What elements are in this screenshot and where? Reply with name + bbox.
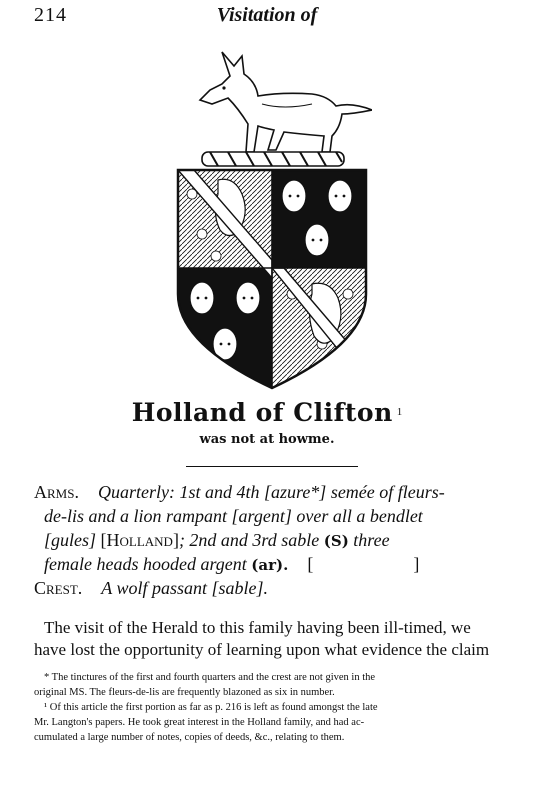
divider-rule bbox=[186, 466, 358, 467]
shield-icon bbox=[172, 164, 372, 392]
family-subtitle: was not at howme. bbox=[199, 432, 335, 447]
blazon-line bbox=[34, 552, 524, 576]
arms-label: Arms. bbox=[34, 482, 79, 502]
family-heading bbox=[0, 398, 534, 427]
footnote-line: * The tinctures of the first and fourth quarters and the crest are not given in the bbox=[44, 672, 376, 683]
body-line: The visit of the Herald to this family having been ill-timed, we bbox=[44, 618, 471, 637]
footnote-line: cumulated a large number of notes, copies of deeds, &c., relating to them. bbox=[34, 732, 345, 743]
blank-bracket-open: [ bbox=[307, 554, 314, 574]
blazon-family-name: [Holland] bbox=[100, 530, 179, 550]
blank-bracket-close: ] bbox=[413, 554, 420, 574]
blazon-text: 1st and 4th bbox=[179, 482, 260, 502]
blazon-text: three bbox=[353, 530, 390, 550]
footnote-marker: 1 bbox=[396, 405, 403, 418]
blazon-text: de-lis and a lion rampant bbox=[44, 506, 227, 526]
body-paragraph bbox=[34, 617, 524, 661]
page-number: 214 bbox=[34, 4, 67, 26]
blazon-tincture: [argent] bbox=[231, 506, 292, 526]
footnotes bbox=[34, 670, 524, 745]
footnote-line: Mr. Langton's papers. He took great interest in the Holland family, and had ac- bbox=[34, 717, 365, 728]
family-title: Holland of Clifton bbox=[131, 398, 393, 427]
crest-label: Crest. bbox=[34, 578, 83, 598]
blazon-tincture: [gules] bbox=[44, 530, 97, 550]
blazon-abbreviation: (ar). bbox=[251, 556, 289, 574]
blazon-line bbox=[34, 528, 524, 552]
blazon-tincture: [azure*] bbox=[263, 482, 327, 502]
blazon-text: female heads hooded argent bbox=[44, 554, 247, 574]
wolf-crest-icon bbox=[200, 52, 372, 152]
blazon-line bbox=[34, 480, 524, 504]
body-line: have lost the opportunity of learning upon what evidence the claim bbox=[34, 640, 490, 659]
blazon-line bbox=[34, 504, 524, 528]
crest-tincture: [sable]. bbox=[211, 578, 269, 598]
crest-text: A wolf passant bbox=[101, 578, 207, 598]
crest-line bbox=[34, 576, 524, 600]
footnote-line: ¹ Of this article the first portion as far as p. 216 is left as found amongst the late bbox=[44, 702, 378, 713]
coat-of-arms-illustration bbox=[172, 44, 372, 392]
wreath-icon bbox=[202, 152, 344, 166]
blazon-abbreviation: (S) bbox=[323, 532, 349, 550]
blazon-text: semée of fleurs- bbox=[330, 482, 445, 502]
footnote-line: original MS. The fleurs-de-lis are frequently blazoned as six in number. bbox=[34, 687, 335, 698]
blazon-text: ; 2nd and 3rd sable bbox=[178, 530, 320, 550]
blazon-text: over all a bendlet bbox=[296, 506, 423, 526]
running-title: Visitation of bbox=[216, 4, 318, 26]
blazon-text: Quarterly: bbox=[97, 482, 175, 502]
arms-blazon bbox=[34, 480, 524, 600]
